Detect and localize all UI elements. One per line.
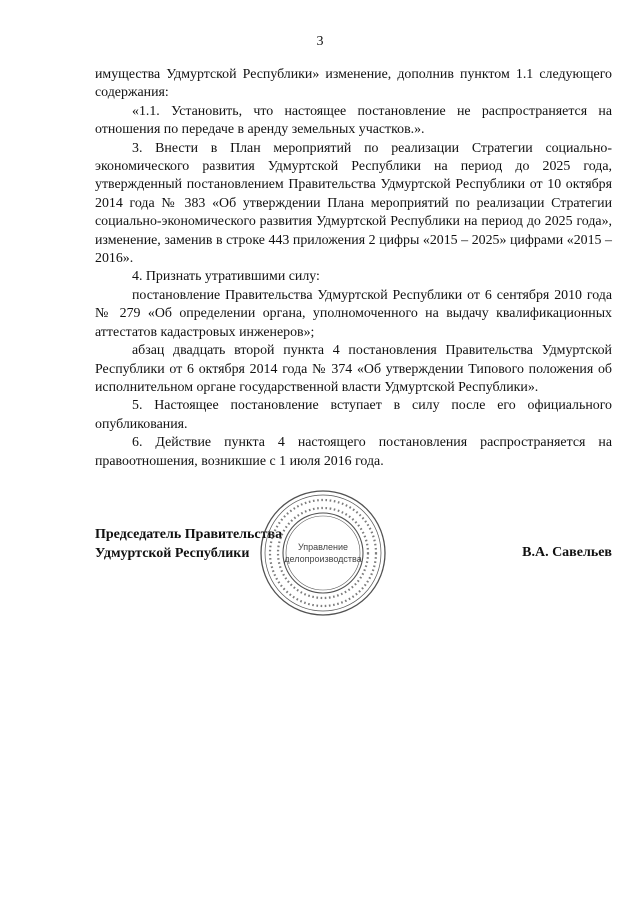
page-number: 3 bbox=[316, 34, 324, 49]
signatory-position bbox=[95, 525, 282, 563]
paragraph: 3. Внести в План мероприятий по реализации Стратегии социально-экономического развития Удмуртской Республики на период до 2025 года, утвержденный постановлением Правительства Удмуртской Республики от 10 октября 2014 года № 383 «Об утверждении Плана мероприятий по реализации Стратегии социально-экономического развития Удмуртской Республики на период до 2025 года», изменение, заменив в строке 443 приложения 2 цифры «2015 – 2025» цифрами «2015 – 2016». bbox=[95, 140, 612, 267]
signatory-position-line2: Удмуртской Республики bbox=[95, 546, 250, 561]
paragraph: 5. Настоящее постановление вступает в силу после его официального опубликования. bbox=[95, 398, 612, 432]
paragraph: имущества Удмуртской Республики» изменение, дополнив пунктом 1.1 следующего содержания: bbox=[95, 67, 612, 101]
stamp-rings bbox=[261, 491, 385, 615]
signatory-name: В.А. Савельев bbox=[522, 545, 612, 560]
paragraph: «1.1. Установить, что настоящее постановление не распространяется на отношения по передаче в аренду земельных участков.». bbox=[95, 103, 612, 138]
stamp-center-line2: делопроизводства bbox=[284, 554, 362, 564]
signatory-position-line1: Председатель Правительства bbox=[95, 527, 283, 542]
paragraph: постановление Правительства Удмуртской Республики от 6 сентября 2010 года № 279 «Об определении органа, уполномоченного на выдачу квалификационных аттестатов кадастровых инженеров»; bbox=[95, 287, 612, 340]
document-body bbox=[95, 66, 612, 471]
stamp-center-line1: Управление bbox=[297, 542, 349, 552]
paragraph: 6. Действие пункта 4 настоящего постановления распространяется на правоотношения, возникшие с 1 июля 2016 года. bbox=[95, 435, 612, 469]
paragraph: 4. Признать утратившими силу: bbox=[132, 269, 320, 285]
paragraph: абзац двадцать второй пункта 4 постановления Правительства Удмуртской Республики от 6 октября 2014 года № 374 «Об утверждении Типового положения об исполнительном органе государственной власти Удмуртской Республики». bbox=[95, 343, 612, 395]
official-stamp bbox=[258, 488, 388, 618]
